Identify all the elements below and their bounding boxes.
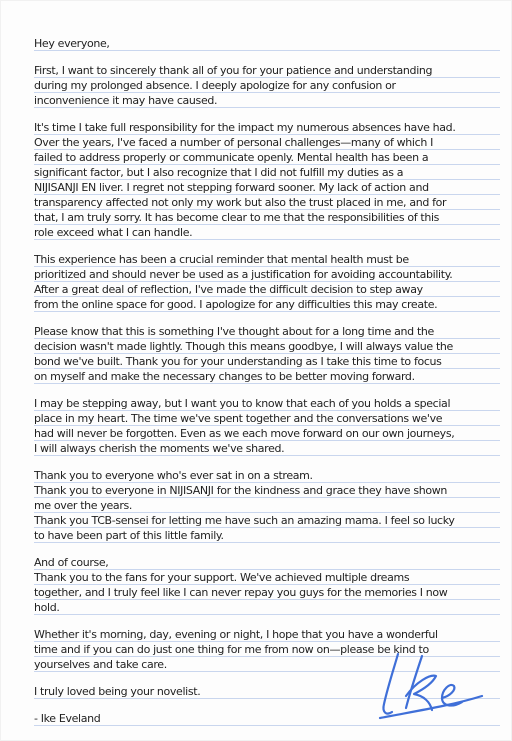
text-line: And of course, xyxy=(34,555,500,570)
text-line: It's time I take full responsibility for the impact my numerous absences have had. xyxy=(34,120,500,135)
text-line: had will never be forgotten. Even as we each move forward on our own journeys, xyxy=(34,426,500,441)
greeting: Hey everyone, xyxy=(34,36,500,51)
text-line: to have been part of this little family. xyxy=(34,528,500,543)
paragraph-5 xyxy=(34,396,500,456)
text-line: After a great deal of reflection, I've made the difficult decision to step away xyxy=(34,282,500,297)
text-line: on myself and make the necessary changes to be better moving forward. xyxy=(34,369,500,384)
text-line: inconvenience it may have caused. xyxy=(34,93,500,108)
text-line: transparency affected not only my work but also the trust placed in me, and for xyxy=(34,195,500,210)
letter-body xyxy=(34,36,500,726)
text-line: role exceed what I can handle. xyxy=(34,225,500,240)
text-line: I will always cherish the moments we've shared. xyxy=(34,441,500,456)
text-line: during my prolonged absence. I deeply apologize for any confusion or xyxy=(34,78,500,93)
text-line: place in my heart. The time we've spent together and the conversations we've xyxy=(34,411,500,426)
text-line: time and if you can do just one thing for me from now on—please be kind to xyxy=(34,642,500,657)
text-line: First, I want to sincerely thank all of you for your patience and understanding xyxy=(34,63,500,78)
text-line: I may be stepping away, but I want you to know that each of you holds a special xyxy=(34,396,500,411)
text-line: Thank you to the fans for your support. We've achieved multiple dreams xyxy=(34,570,500,585)
text-line: Please know that this is something I've thought about for a long time and the xyxy=(34,324,500,339)
paragraph-3 xyxy=(34,252,500,312)
handwritten-signature xyxy=(370,646,490,724)
text-line: me over the years. xyxy=(34,498,500,513)
text-line: that, I am truly sorry. It has become clear to me that the responsibilities of this xyxy=(34,210,500,225)
text-line: hold. xyxy=(34,600,500,615)
text-line: bond we've built. Thank you for your understanding as I take this time to focus xyxy=(34,354,500,369)
text-line: Over the years, I've faced a number of personal challenges—many of which I xyxy=(34,135,500,150)
text-line: This experience has been a crucial reminder that mental health must be xyxy=(34,252,500,267)
paragraph-6 xyxy=(34,468,500,543)
text-line: Thank you to everyone who's ever sat in on a stream. xyxy=(34,468,500,483)
paragraph-4 xyxy=(34,324,500,384)
text-line: together, and I truly feel like I can never repay you guys for the memories I now xyxy=(34,585,500,600)
text-line: prioritized and should never be used as a justification for avoiding accountability. xyxy=(34,267,500,282)
text-line: decision wasn't made lightly. Though this means goodbye, I will always value the xyxy=(34,339,500,354)
text-line: Thank you to everyone in NIJISANJI for the kindness and grace they have shown xyxy=(34,483,500,498)
text-line: failed to address properly or communicate openly. Mental health has been a xyxy=(34,150,500,165)
closing-line: I truly loved being your novelist. xyxy=(34,684,500,699)
text-line: Thank you TCB-sensei for letting me have such an amazing mama. I feel so lucky xyxy=(34,513,500,528)
text-line: Whether it's morning, day, evening or night, I hope that you have a wonderful xyxy=(34,627,500,642)
text-line: from the online space for good. I apologize for any difficulties this may create. xyxy=(34,297,500,312)
text-line: NIJISANJI EN liver. I regret not stepping forward sooner. My lack of action and xyxy=(34,180,500,195)
paragraph-2 xyxy=(34,120,500,240)
text-line: yourselves and take care. xyxy=(34,657,500,672)
text-line: significant factor, but I also recognize that I did not fulfill my duties as a xyxy=(34,165,500,180)
paragraph-1 xyxy=(34,63,500,108)
paragraph-7 xyxy=(34,555,500,615)
signoff: - Ike Eveland xyxy=(34,711,500,726)
